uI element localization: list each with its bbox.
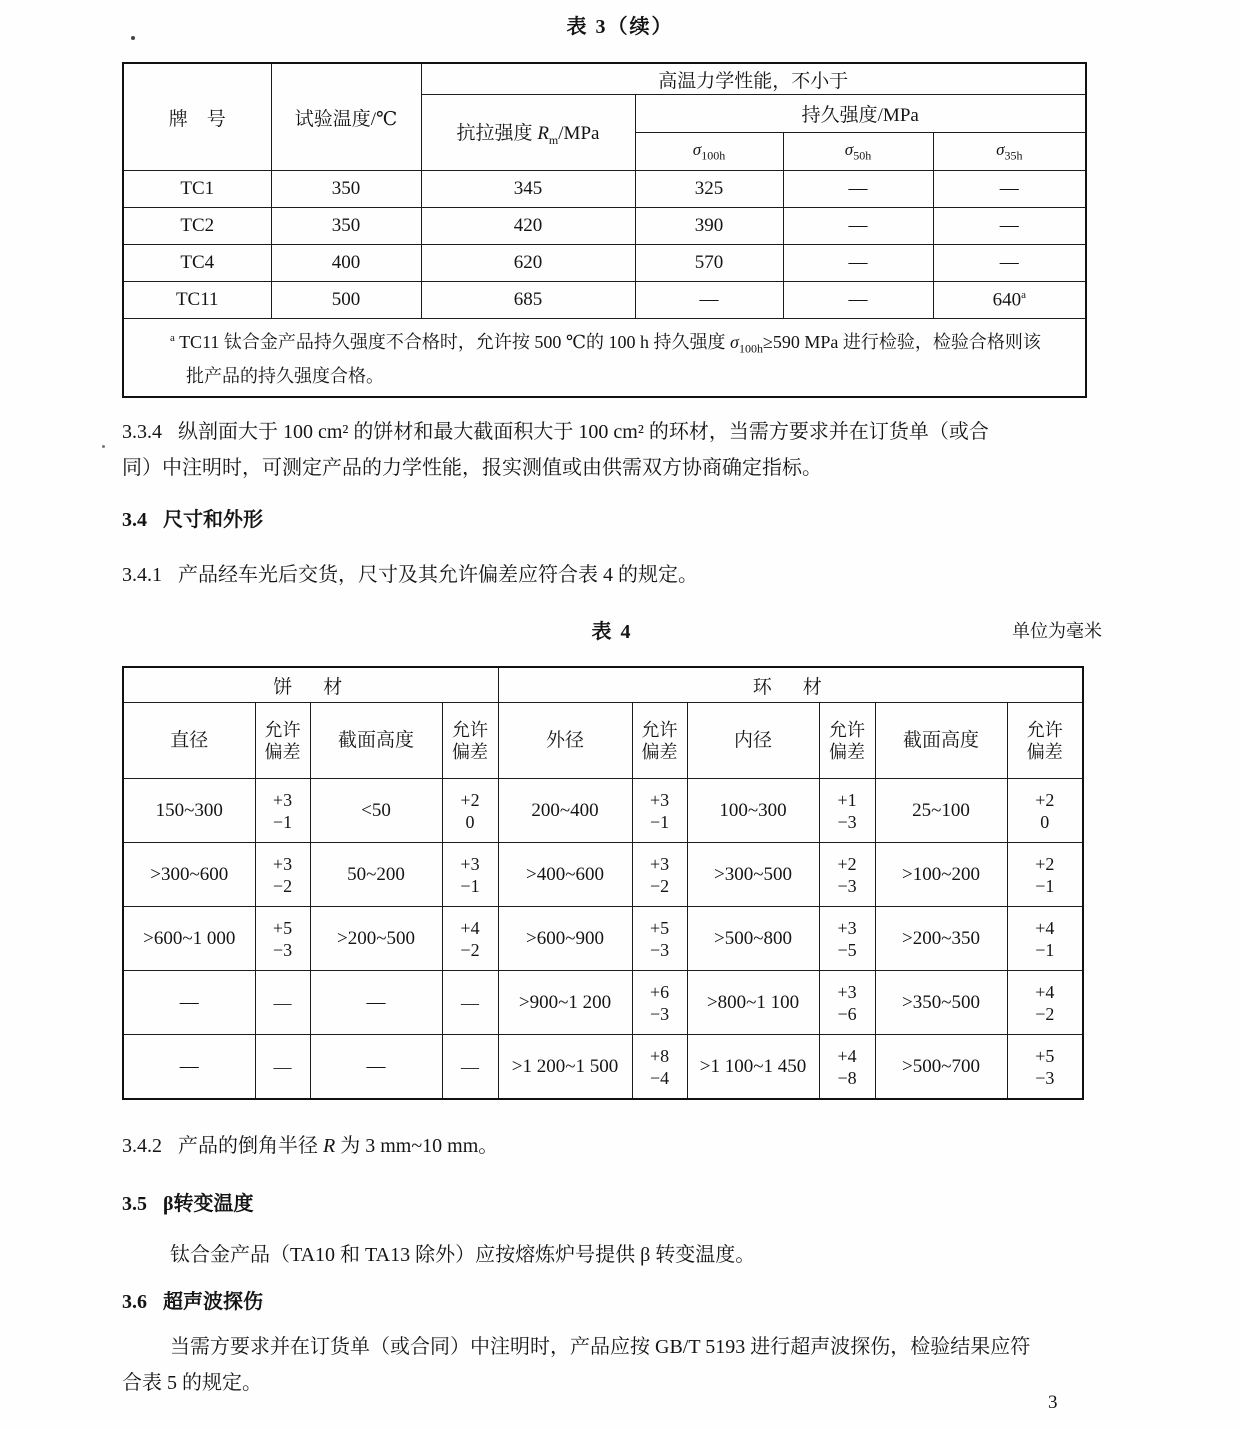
sigma50h-cell: — <box>783 208 933 245</box>
outer-diameter-cell: >1 200~1 500 <box>498 1035 632 1100</box>
temp-cell: 350 <box>271 171 421 208</box>
paragraph-line: 当需方要求并在订货单（或合同）中注明时，产品应按 GB/T 5193 进行超声波探伤，检验结果应符 <box>170 1336 1031 1358</box>
table3-footnote-row <box>123 319 1086 397</box>
sigma-symbol: σ <box>692 139 702 159</box>
table4-row-4 <box>123 971 1083 1035</box>
table3-header-high-temp-props: 高温力学性能，不小于 <box>421 63 1086 95</box>
tolerance-label: 允许 偏差 <box>452 719 488 762</box>
table3-header-row-1 <box>123 63 1086 95</box>
tolerance-cell: — <box>442 971 498 1035</box>
tolerance-cell: +2 −3 <box>819 843 875 907</box>
sigma-symbol: σ <box>996 139 1005 159</box>
sigma50h-cell: — <box>783 245 933 282</box>
tolerance-cell: — <box>442 1035 498 1100</box>
section-number: 3.4.2 <box>122 1135 162 1157</box>
tolerance-cell: — <box>255 971 310 1035</box>
section-3-4-2 <box>122 1131 1103 1161</box>
section-height-cell: <50 <box>310 779 442 843</box>
temp-cell: 350 <box>271 208 421 245</box>
section-number: 3.3.4 <box>122 421 162 443</box>
paragraph-text: 为 3 mm~10 mm。 <box>335 1135 499 1157</box>
outer-diameter-cell: >900~1 200 <box>498 971 632 1035</box>
diameter-cell: — <box>123 1035 255 1100</box>
table4-header-row <box>123 703 1083 779</box>
sigma-subscript: 35h <box>1004 148 1023 163</box>
tolerance-cell: +5 −3 <box>255 907 310 971</box>
table3-row-tc4 <box>123 245 1086 282</box>
sigma35h-cell: — <box>933 245 1086 282</box>
tolerance-cell: +1 −3 <box>819 779 875 843</box>
tolerance-cell: +6 −3 <box>632 971 687 1035</box>
tensile-label: 抗拉强度 <box>456 122 538 144</box>
inner-diameter-cell: 100~300 <box>687 779 819 843</box>
tolerance-label: 允许 偏差 <box>829 719 866 762</box>
outer-diameter-cell: 200~400 <box>498 779 632 843</box>
table4-header-outer-diameter: 外径 <box>498 703 632 779</box>
ring-section-height-cell: >350~500 <box>875 971 1007 1035</box>
section-number: 3.5 <box>122 1193 147 1215</box>
radius-symbol: R <box>323 1135 336 1157</box>
table4-unit-note: 单位为毫米 <box>1012 621 1102 641</box>
tolerance-cell: +4 −2 <box>442 907 498 971</box>
table4-caption <box>122 615 1102 641</box>
inner-diameter-cell: >300~500 <box>687 843 819 907</box>
paragraph-text: 产品经车光后交货，尺寸及其允许偏差应符合表 4 的规定。 <box>178 564 698 586</box>
section-number: 3.4 <box>122 509 147 531</box>
sigma35h-value: 640 <box>992 289 1022 311</box>
inner-diameter-cell: >500~800 <box>687 907 819 971</box>
diameter-cell: — <box>123 971 255 1035</box>
sigma50h-cell: — <box>783 171 933 208</box>
section-title: 超声波探伤 <box>163 1291 263 1313</box>
section-height-cell: 50~200 <box>310 843 442 907</box>
rm-cell: 685 <box>421 282 635 319</box>
table3-header-sigma-35h <box>933 133 1086 171</box>
paragraph-text: 纵剖面大于 100 cm² 的饼材和最大截面积大于 100 cm² 的环材，当需方要求并在订货单（或合 <box>178 421 989 443</box>
tolerance-cell: +2 0 <box>1007 779 1083 843</box>
table4-header-tolerance <box>819 703 875 779</box>
inner-diameter-cell: >800~1 100 <box>687 971 819 1035</box>
table3-title: 表 3（续） <box>566 16 674 38</box>
rm-cell: 345 <box>421 171 635 208</box>
table4-title: 表 4 <box>591 621 633 643</box>
outer-diameter-cell: >600~900 <box>498 907 632 971</box>
tolerance-cell: +4 −8 <box>819 1035 875 1100</box>
paragraph-text: 钛合金产品（TA10 和 TA13 除外）应按熔炼炉号提供 β 转变温度。 <box>170 1244 756 1266</box>
tolerance-cell: +5 −3 <box>1007 1035 1083 1100</box>
table4-row-1 <box>123 779 1083 843</box>
scan-artifact-dot <box>102 445 105 448</box>
paragraph-line <box>122 414 1103 450</box>
sigma35h-cell <box>933 282 1086 319</box>
tolerance-cell: +4 −2 <box>1007 971 1083 1035</box>
table4 <box>122 666 1084 1100</box>
table3-row-tc11 <box>123 282 1086 319</box>
table4-group-cake: 饼 材 <box>123 667 498 703</box>
temp-cell: 500 <box>271 282 421 319</box>
section-height-cell: >200~500 <box>310 907 442 971</box>
table4-group-ring: 环 材 <box>498 667 1083 703</box>
tolerance-cell: +3 −1 <box>442 843 498 907</box>
table4-header-inner-diameter: 内径 <box>687 703 819 779</box>
footnote-line-1 <box>170 325 1067 363</box>
page-number: 3 <box>1048 1392 1058 1413</box>
paragraph-line: 合表 5 的规定。 <box>122 1372 262 1394</box>
paragraph-text: 产品的倒角半径 <box>178 1135 323 1157</box>
section-number: 3.4.1 <box>122 564 162 586</box>
section-height-cell: — <box>310 1035 442 1100</box>
section-3-5-heading <box>122 1190 254 1218</box>
section-3-4-heading <box>122 506 263 534</box>
ring-section-height-cell: 25~100 <box>875 779 1007 843</box>
tolerance-cell: +2 0 <box>442 779 498 843</box>
tolerance-cell: +2 −1 <box>1007 843 1083 907</box>
sigma100h-cell: 570 <box>635 245 783 282</box>
ring-section-height-cell: >100~200 <box>875 843 1007 907</box>
paragraph-line: 同）中注明时，可测定产品的力学性能，报实测值或由供需双方协商确定指标。 <box>122 457 822 479</box>
footnote-text: TC11 钛合金产品持久强度不合格时，允许按 500 ℃的 100 h 持久强度 <box>174 332 731 352</box>
sigma35h-cell: — <box>933 171 1086 208</box>
tolerance-cell: — <box>255 1035 310 1100</box>
footnote-marker: a <box>1021 288 1026 301</box>
tolerance-cell: +3 −2 <box>632 843 687 907</box>
tensile-unit: /MPa <box>558 122 600 144</box>
grade-cell: TC2 <box>123 208 271 245</box>
sigma35h-cell: — <box>933 208 1086 245</box>
tensile-subscript: m <box>548 132 559 147</box>
section-title: 尺寸和外形 <box>163 509 263 531</box>
table4-row-5 <box>123 1035 1083 1100</box>
table4-header-diameter: 直径 <box>123 703 255 779</box>
tolerance-label: 允许 偏差 <box>264 719 301 762</box>
tolerance-cell: +5 −3 <box>632 907 687 971</box>
table3-header-grade: 牌 号 <box>123 63 271 171</box>
diameter-cell: >300~600 <box>123 843 255 907</box>
diameter-cell: 150~300 <box>123 779 255 843</box>
table4-header-tolerance <box>1007 703 1083 779</box>
section-3-4-1 <box>122 560 1103 590</box>
tolerance-label: 允许 偏差 <box>641 719 678 762</box>
table4-group-header-row <box>123 667 1083 703</box>
table3-header-endurance-strength: 持久强度/MPa <box>635 95 1086 133</box>
tensile-symbol: R <box>537 122 549 144</box>
outer-diameter-cell: >400~600 <box>498 843 632 907</box>
table4-header-tolerance <box>632 703 687 779</box>
tolerance-cell: +3 −6 <box>819 971 875 1035</box>
table3 <box>122 62 1087 398</box>
sigma-subscript: 50h <box>853 148 872 163</box>
sigma100h-cell: 325 <box>635 171 783 208</box>
tolerance-cell: +3 −5 <box>819 907 875 971</box>
table4-row-3 <box>123 907 1083 971</box>
ring-section-height-cell: >200~350 <box>875 907 1007 971</box>
footnote-text: ≥590 MPa 进行检验，检验合格则该 <box>762 332 1041 352</box>
tolerance-cell: +3 −1 <box>632 779 687 843</box>
tolerance-label: 允许 偏差 <box>1026 719 1063 762</box>
grade-cell: TC4 <box>123 245 271 282</box>
sigma50h-cell: — <box>783 282 933 319</box>
tolerance-cell: +3 −2 <box>255 843 310 907</box>
sigma100h-cell: — <box>635 282 783 319</box>
footnote-marker: a <box>170 332 175 344</box>
section-number: 3.6 <box>122 1291 147 1313</box>
table4-header-tolerance <box>442 703 498 779</box>
grade-cell: TC11 <box>123 282 271 319</box>
section-3-5-paragraph <box>122 1237 1103 1273</box>
tolerance-cell: +8 −4 <box>632 1035 687 1100</box>
table3-footnote <box>123 319 1086 397</box>
sigma-symbol: σ <box>730 332 739 352</box>
table3-header-test-temp: 试验温度/℃ <box>271 63 421 171</box>
ring-section-height-cell: >500~700 <box>875 1035 1007 1100</box>
table4-header-tolerance <box>255 703 310 779</box>
table3-row-tc2 <box>123 208 1086 245</box>
section-3-6-heading <box>122 1288 263 1316</box>
sigma-symbol: σ <box>844 139 854 159</box>
table3-row-tc1 <box>123 171 1086 208</box>
footnote-line-2: 批产品的持久强度合格。 <box>186 365 384 386</box>
section-3-3-4 <box>122 414 1103 486</box>
table4-header-ring-section-height: 截面高度 <box>875 703 1007 779</box>
rm-cell: 420 <box>421 208 635 245</box>
section-3-6-paragraph <box>122 1329 1103 1401</box>
rm-cell: 620 <box>421 245 635 282</box>
sigma-subscript: 100h <box>738 341 763 356</box>
temp-cell: 400 <box>271 245 421 282</box>
section-height-cell: — <box>310 971 442 1035</box>
tolerance-cell: +4 −1 <box>1007 907 1083 971</box>
sigma100h-cell: 390 <box>635 208 783 245</box>
diameter-cell: >600~1 000 <box>123 907 255 971</box>
inner-diameter-cell: >1 100~1 450 <box>687 1035 819 1100</box>
table4-row-2 <box>123 843 1083 907</box>
table3-header-tensile-strength <box>421 95 635 171</box>
table3-header-sigma-50h <box>783 133 933 171</box>
section-title: β转变温度 <box>163 1193 254 1215</box>
tolerance-cell: +3 −1 <box>255 779 310 843</box>
table4-header-section-height: 截面高度 <box>310 703 442 779</box>
grade-cell: TC1 <box>123 171 271 208</box>
table3-header-sigma-100h <box>635 133 783 171</box>
sigma-subscript: 100h <box>701 148 726 163</box>
